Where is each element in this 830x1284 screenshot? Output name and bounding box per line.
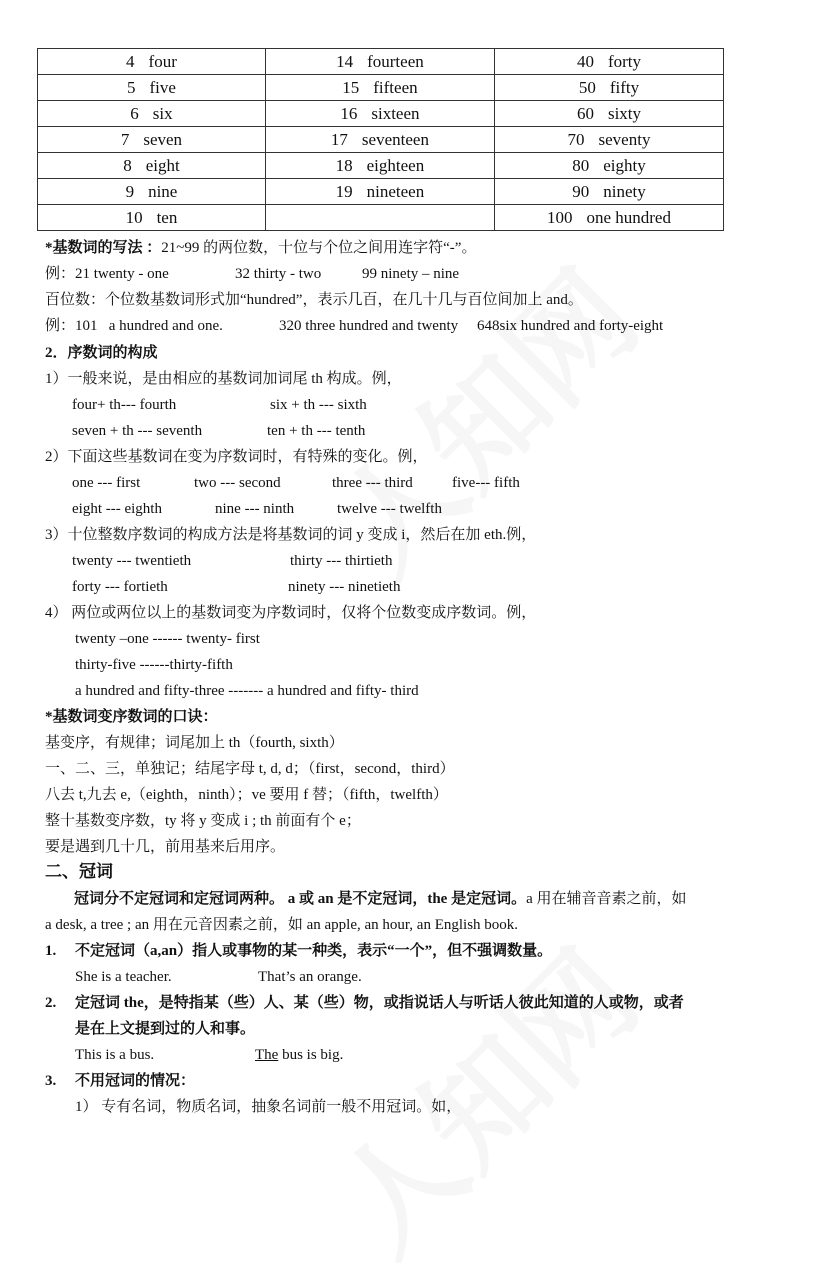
- example-item: nine --- ninth: [215, 501, 295, 517]
- hundreds-rule: 百位数：个位数基数词形式加“hundred”，表示几百，在几十几与百位间加上 and。: [45, 292, 583, 308]
- cell-number: 90: [572, 182, 590, 201]
- cell-word: fifty: [609, 78, 640, 97]
- article-item-text: 不定冠词（a,an）指人或事物的某一种类，表示“一个”，但不强调数量。: [75, 943, 553, 959]
- cell-word: seven: [143, 130, 183, 149]
- cardinal-example-2: [45, 316, 663, 336]
- table-cell: [265, 153, 494, 179]
- cardinal-example-1: [45, 264, 459, 284]
- example-item: three --- third: [332, 475, 413, 491]
- table-cell: [38, 101, 266, 127]
- example-item: twelve --- twelfth: [337, 501, 442, 517]
- table-cell: [494, 101, 723, 127]
- example-item: 648six hundred and forty-eight: [477, 318, 664, 334]
- example-item: 101 a hundred and one.: [75, 318, 223, 334]
- article-item-number: 3.: [45, 1073, 57, 1089]
- table-cell: [38, 49, 266, 75]
- ordinal-p3-example: [72, 577, 400, 597]
- ordinal-p4-example: thirty-five ------thirty-fifth: [75, 657, 233, 673]
- cardinal-rule-text: 21~99 的两位数，十位与个位之间用连字符“-”。: [161, 240, 477, 256]
- example-item: twenty --- twentieth: [72, 553, 192, 569]
- example-label: 例：: [45, 318, 76, 334]
- table-row: [38, 205, 724, 231]
- articles-intro-rest: a 用在辅音音素之前，如: [526, 891, 687, 907]
- cell-number: 17: [330, 130, 348, 149]
- cell-word: ten: [156, 208, 178, 227]
- ordinal-p1-example: [72, 395, 367, 415]
- cell-word: sixty: [607, 104, 642, 123]
- table-cell: [38, 179, 266, 205]
- underlined-word: The: [255, 1047, 279, 1063]
- article-item-text: 定冠词 the，是特指某（些）人、某（些）物，或指说话人与听话人彼此知道的人或物，或者: [75, 995, 684, 1011]
- article-item-example: [75, 1045, 343, 1065]
- table-cell: [494, 127, 723, 153]
- cell-word: eighty: [603, 156, 646, 175]
- watermark: [292, 908, 668, 1284]
- cell-word: fifteen: [373, 78, 418, 97]
- ordinal-p3: 3）十位整数序数词的构成方法是将基数词的词 y 变成 i，然后在加 eth.例，: [45, 527, 537, 543]
- example-item: one --- first: [72, 475, 141, 491]
- article-item-text: 不用冠词的情况：: [75, 1073, 196, 1089]
- example-item: bus is big.: [278, 1047, 344, 1063]
- cell-number: 80: [572, 156, 590, 175]
- rhyme-line: 要是遇到几十几，前用基来后用序。: [45, 839, 286, 855]
- cell-number: 40: [576, 52, 594, 71]
- articles-intro-bold: 冠词分不定冠词和定冠词两种。 a 或 an 是不定冠词，the 是定冠词。: [74, 891, 527, 907]
- table-cell: [494, 49, 723, 75]
- table-cell: [494, 153, 723, 179]
- cell-word: four: [148, 52, 177, 71]
- cell-word: seventeen: [361, 130, 429, 149]
- table-cell: [265, 179, 494, 205]
- cell-number: 14: [336, 52, 354, 71]
- table-cell: [494, 205, 723, 231]
- article-subitem: 1） 专有名词，物质名词，抽象名词前一般不用冠词。如，: [75, 1099, 462, 1115]
- cell-number: 18: [335, 156, 353, 175]
- table-row: [38, 179, 724, 205]
- table-cell: [265, 101, 494, 127]
- cell-word: six: [152, 104, 173, 123]
- example-item: two --- second: [194, 475, 281, 491]
- rhyme-line: 基变序，有规律；词尾加上 th（fourth, sixth）: [45, 735, 344, 751]
- ordinal-p4-example: a hundred and fifty-three ------- a hundred and fifty- third: [75, 683, 419, 699]
- cell-number: 4: [126, 52, 135, 71]
- ordinal-p2-example: [72, 473, 520, 493]
- example-item: 320 three hundred and twenty: [279, 318, 459, 334]
- cardinal-rule-title: *基数词的写法 ：: [45, 240, 162, 256]
- watermark: [292, 228, 668, 604]
- cell-word: forty: [607, 52, 641, 71]
- cell-word: nine: [148, 182, 178, 201]
- cardinal-rule: [45, 238, 476, 258]
- cell-word: sixteen: [371, 104, 420, 123]
- example-label: 例：: [45, 266, 76, 282]
- table-cell: [38, 153, 266, 179]
- cell-word: ninety: [603, 182, 646, 201]
- rhyme-line: 八去 t,九去 e,（eighth，ninth）；ve 要用 f 替；（fifth，twelfth）: [45, 787, 448, 803]
- example-item: That’s an orange.: [258, 969, 362, 985]
- cell-word: eight: [145, 156, 180, 175]
- ordinal-p4: 4） 两位或两位以上的基数词变为序数词时，仅将个位数变成序数词。例，: [45, 605, 537, 621]
- cell-number: 60: [576, 104, 594, 123]
- table-cell: [265, 127, 494, 153]
- article-item-number: 2.: [45, 995, 57, 1011]
- articles-intro: [74, 889, 687, 909]
- table-cell: [38, 205, 266, 231]
- cell-number: 8: [123, 156, 132, 175]
- example-item: ninety --- ninetieth: [288, 579, 401, 595]
- cell-number: 6: [130, 104, 139, 123]
- cell-number: 70: [567, 130, 585, 149]
- example-item: forty --- fortieth: [72, 579, 168, 595]
- table-row: [38, 101, 724, 127]
- cell-number: 10: [125, 208, 143, 227]
- cell-number: 50: [578, 78, 596, 97]
- ordinal-p1-example: [72, 421, 365, 441]
- example-item: six + th --- sixth: [270, 397, 367, 413]
- rhyme-title: *基数词变序数词的口诀：: [45, 709, 218, 725]
- example-item: seven + th --- seventh: [72, 423, 203, 439]
- rhyme-line: 一、二、三，单独记；结尾字母 t, d, d；（first，second，third）: [45, 761, 455, 777]
- cell-number: 5: [126, 78, 136, 97]
- ordinal-p3-example: [72, 551, 392, 571]
- cell-word: five: [149, 78, 176, 97]
- article-item-text: 是在上文提到过的人和事。: [75, 1021, 256, 1037]
- rhyme-line: 整十基数变序数，ty 将 y 变成 i ; th 前面有个 e；: [45, 813, 361, 829]
- table-cell: [265, 75, 494, 101]
- ordinal-p4-example: twenty –one ------ twenty- first: [75, 631, 260, 647]
- cell-number: 16: [340, 104, 358, 123]
- table-cell: [265, 205, 494, 231]
- cell-number: 15: [342, 78, 360, 97]
- example-item: eight --- eighth: [72, 501, 162, 517]
- article-item-number: 1.: [45, 943, 57, 959]
- cell-word: eighteen: [366, 156, 425, 175]
- ordinal-p2: 2）下面这些基数词在变为序数词时，有特殊的变化。例，: [45, 449, 428, 465]
- cell-word: seventy: [598, 130, 651, 149]
- example-item: 21 twenty - one: [75, 266, 169, 282]
- example-item: thirty --- thirtieth: [290, 553, 393, 569]
- example-item: 99 ninety – nine: [362, 266, 460, 282]
- cell-number: 19: [335, 182, 353, 201]
- table-cell: [265, 49, 494, 75]
- cell-word: nineteen: [366, 182, 425, 201]
- articles-intro-line2: a desk, a tree ; an 用在元音因素之前，如 an apple, an hour, an English book.: [45, 917, 519, 933]
- example-item: This is a bus.: [75, 1047, 155, 1063]
- example-item: 32 thirty - two: [235, 266, 322, 282]
- table-row: [38, 153, 724, 179]
- table-row: [38, 49, 724, 75]
- cell-word: one hundred: [586, 208, 671, 227]
- cell-number: 100: [546, 208, 573, 227]
- ordinal-title: 2．序数词的构成: [45, 345, 158, 361]
- article-item-example: [75, 967, 362, 987]
- table-cell: [38, 127, 266, 153]
- example-item: ten + th --- tenth: [267, 423, 366, 439]
- example-item: four+ th--- fourth: [72, 397, 177, 413]
- table-row: [38, 127, 724, 153]
- cell-number: 7: [120, 130, 130, 149]
- table-cell: [494, 179, 723, 205]
- ordinal-p2-example: [72, 499, 442, 519]
- number-table: [37, 48, 724, 231]
- articles-heading: 二、冠词: [45, 862, 113, 882]
- example-item: five--- fifth: [452, 475, 520, 491]
- cell-word: fourteen: [367, 52, 424, 71]
- cell-number: 9: [125, 182, 135, 201]
- ordinal-p1: 1）一般来说，是由相应的基数词加词尾 th 构成。例，: [45, 371, 402, 387]
- example-item: She is a teacher.: [75, 969, 172, 985]
- table-row: [38, 75, 724, 101]
- table-cell: [494, 75, 723, 101]
- table-cell: [38, 75, 266, 101]
